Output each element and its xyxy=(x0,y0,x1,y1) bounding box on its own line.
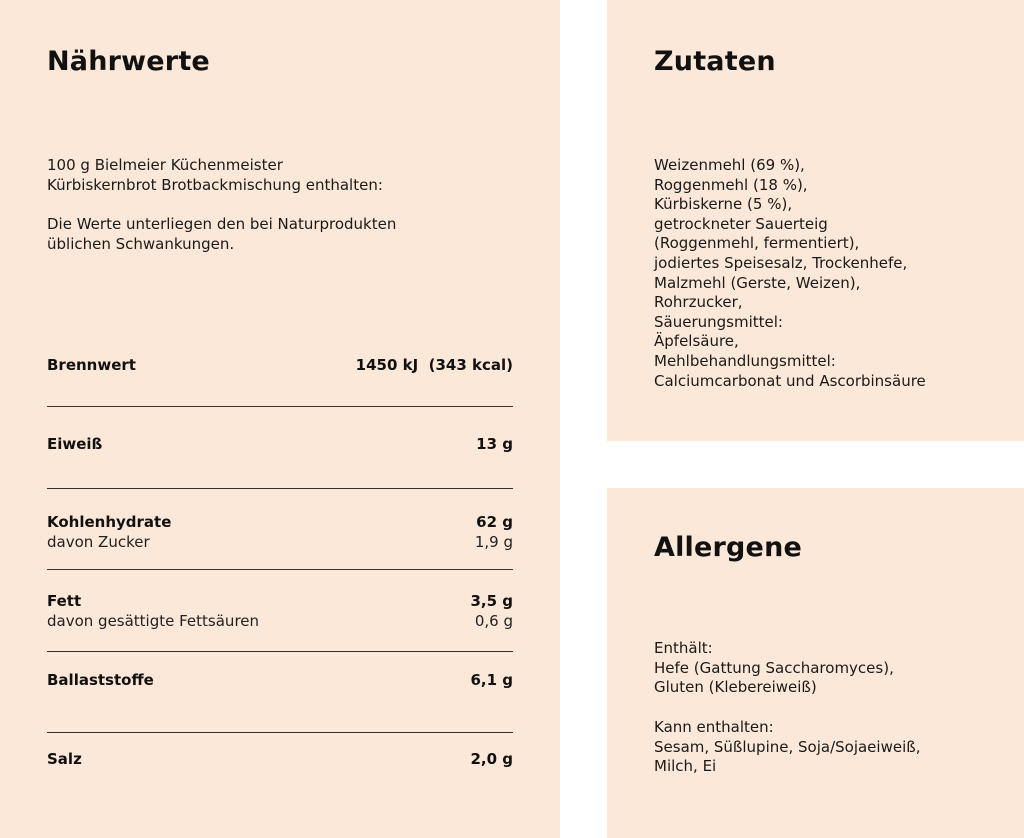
nutrition-row-brennwert xyxy=(47,356,513,376)
divider xyxy=(47,406,513,407)
ingredient-line: Kürbiskerne (5 %), xyxy=(654,195,793,214)
note-line: üblichen Schwankungen. xyxy=(47,234,235,253)
nutrient-value: 6,1 g xyxy=(470,671,513,689)
ingredient-line: getrockneter Sauerteig xyxy=(654,214,828,233)
nutrient-sub-value: 1,9 g xyxy=(474,533,513,551)
ingredient-line: Mehlbehandlungsmittel: xyxy=(654,351,836,370)
nutrition-intro xyxy=(47,156,383,195)
allergen-line: Gluten (Klebereiweiß) xyxy=(654,678,817,697)
divider xyxy=(47,569,513,570)
ingredients-list xyxy=(654,156,926,391)
nutrient-sub-value: 0,6 g xyxy=(474,612,513,630)
ingredient-line: (Roggenmehl, fermentiert), xyxy=(654,234,860,253)
allergen-line: Kann enthalten: xyxy=(654,718,774,736)
nutrient-sub-label: davon Zucker xyxy=(47,533,150,551)
nutrient-value: 13 g xyxy=(476,435,513,453)
nutrition-row-fett xyxy=(47,592,513,632)
intro-line: Kürbiskernbrot Brotbackmischung enthalten: xyxy=(47,175,383,194)
allergen-line: Milch, Ei xyxy=(654,757,717,776)
divider xyxy=(47,732,513,733)
allergens-title: Allergene xyxy=(654,532,803,563)
nutrient-value: 1450 kJ (343 kcal) xyxy=(355,356,513,374)
intro-line: 100 g Bielmeier Küchenmeister xyxy=(47,156,283,174)
nutrient-label: Eiweiß xyxy=(47,435,103,453)
ingredient-line: Calciumcarbonat und Ascorbinsäure xyxy=(654,371,926,390)
nutrient-sub-label: davon gesättigte Fettsäuren xyxy=(47,612,260,630)
allergen-line: Hefe (Gattung Saccharomyces), xyxy=(654,658,894,677)
nutrition-title: Nährwerte xyxy=(47,46,210,77)
ingredient-line: Äpfelsäure, xyxy=(654,332,739,351)
note-line: Die Werte unterliegen den bei Naturprodukten xyxy=(47,215,397,233)
nutrient-label: Fett xyxy=(47,592,82,610)
allergens-may-contain xyxy=(654,718,920,777)
ingredient-line: Weizenmehl (69 %), xyxy=(654,156,805,174)
nutrition-row-eiweiss xyxy=(47,435,513,455)
nutrient-value: 2,0 g xyxy=(470,750,513,768)
nutrient-label: Salz xyxy=(47,750,82,768)
nutrient-value: 62 g xyxy=(476,513,513,531)
nutrient-label: Ballaststoffe xyxy=(47,671,154,689)
ingredients-panel xyxy=(607,0,1024,441)
ingredient-line: Roggenmehl (18 %), xyxy=(654,175,808,194)
ingredient-line: Malzmehl (Gerste, Weizen), xyxy=(654,273,861,292)
nutrition-row-kohlenhydrate xyxy=(47,513,513,553)
ingredient-line: Rohrzucker, xyxy=(654,293,743,312)
allergen-line: Enthält: xyxy=(654,639,713,657)
ingredient-line: jodiertes Speisesalz, Trockenhefe, xyxy=(654,253,908,272)
divider xyxy=(47,651,513,652)
nutrition-row-salz xyxy=(47,750,513,770)
allergen-line: Sesam, Süßlupine, Soja/Sojaeiweiß, xyxy=(654,737,921,756)
ingredient-line: Säuerungsmittel: xyxy=(654,312,783,331)
divider xyxy=(47,488,513,489)
nutrient-value: 3,5 g xyxy=(470,592,513,610)
allergens-contains xyxy=(654,639,894,698)
nutrient-label: Kohlenhydrate xyxy=(47,513,172,531)
nutrition-note xyxy=(47,215,396,254)
allergens-panel xyxy=(607,488,1024,838)
ingredients-title: Zutaten xyxy=(654,46,776,77)
nutrient-label: Brennwert xyxy=(47,356,136,374)
nutrition-row-ballaststoffe xyxy=(47,671,513,691)
